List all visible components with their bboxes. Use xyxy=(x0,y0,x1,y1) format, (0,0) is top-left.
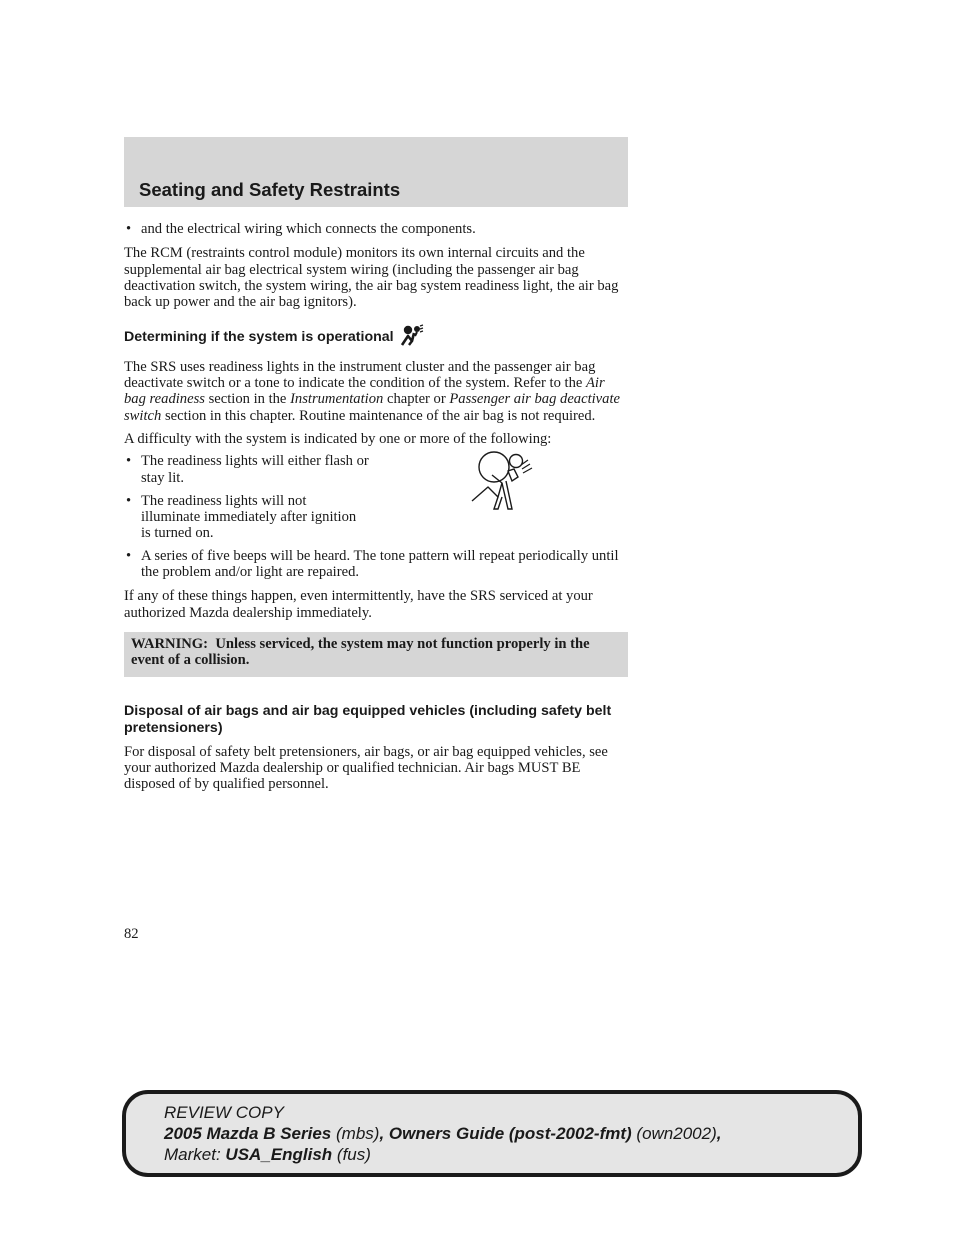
disposal-paragraph: For disposal of safety belt pretensioners, air bags, or air bag equipped vehicles, see your authorized Mazda dealership or qualified technician. Air bags MUST BE disposed of by qualified personnel. xyxy=(124,743,608,793)
list-item: • A series of five beeps will be heard. The tone pattern will repeat periodically until the problem and/or light are repaired. xyxy=(124,548,628,581)
guide-code: (own2002) xyxy=(636,1124,717,1143)
review-copy-box xyxy=(122,1090,862,1177)
rcm-paragraph: The RCM (restraints control module) monitors its own internal circuits and the supplemental air bag electrical system wiring (including the passenger air bag deactivation switch, the system wiring, the air bag system readiness light, the air bag back up power and the air bag ignitors). xyxy=(124,245,619,311)
text-run: The SRS uses readiness lights in the instrument cluster and the passenger air bag deactivate switch or a tone to indicate the condition of the system. Refer to the xyxy=(124,358,596,392)
model-name: 2005 Mazda B Series xyxy=(164,1124,332,1143)
separator: , xyxy=(379,1124,389,1143)
review-copy-text xyxy=(164,1102,721,1165)
service-paragraph: If any of these things happen, even intermittently, have the SRS serviced at your authorized Mazda dealership immediately. xyxy=(124,588,593,621)
srs-paragraph xyxy=(124,359,628,424)
difficulty-paragraph: A difficulty with the system is indicated by one or more of the following: xyxy=(124,430,552,447)
guide-name: Owners Guide (post-2002-fmt) xyxy=(388,1124,632,1143)
separator: , xyxy=(716,1124,722,1143)
market-name: USA_English xyxy=(225,1145,333,1164)
page-title: Seating and Safety Restraints xyxy=(139,179,401,200)
text-run: chapter or xyxy=(383,391,450,408)
reference-air-bag-readiness: Air bag readiness xyxy=(124,375,605,408)
bullets-with-illustration xyxy=(124,453,628,541)
airbag-icon xyxy=(468,447,534,517)
text-run: section in the xyxy=(204,391,291,408)
list-item: • The readiness lights will either flash or stay lit. xyxy=(124,453,369,486)
section-heading-disposal: Disposal of air bags and air bag equipped vehicles (including safety belt pretensioners) xyxy=(124,702,612,736)
review-copy-label: REVIEW COPY xyxy=(164,1103,284,1122)
list-item: • and the electrical wiring which connects the components. xyxy=(124,221,628,237)
review-copy-market-line xyxy=(164,1144,721,1165)
model-code: (mbs) xyxy=(336,1124,380,1143)
section-heading-text: Determining if the system is operational xyxy=(124,329,394,346)
market-code: (fus) xyxy=(336,1145,371,1164)
section-header-band xyxy=(124,137,628,207)
reference-instrumentation: Instrumentation xyxy=(290,391,384,408)
review-copy-model-line xyxy=(164,1123,721,1144)
warning-label: WARNING: xyxy=(131,635,209,652)
reference-deactivate-switch: Passenger air bag deactivate switch xyxy=(124,391,620,424)
page-content xyxy=(124,221,628,792)
page-number: 82 xyxy=(124,926,139,942)
warning-text: Unless serviced, the system may not function properly in the event of a collision. xyxy=(131,635,590,669)
text-run: section in this chapter. Routine maintenance of the air bag is not required. xyxy=(161,407,596,424)
airbag-icon xyxy=(400,324,424,350)
warning-box xyxy=(124,632,628,677)
section-heading-operational xyxy=(124,324,628,350)
list-item: • The readiness lights will not illuminate immediately after ignition is turned on. xyxy=(124,493,369,542)
market-label: Market: xyxy=(164,1145,221,1164)
